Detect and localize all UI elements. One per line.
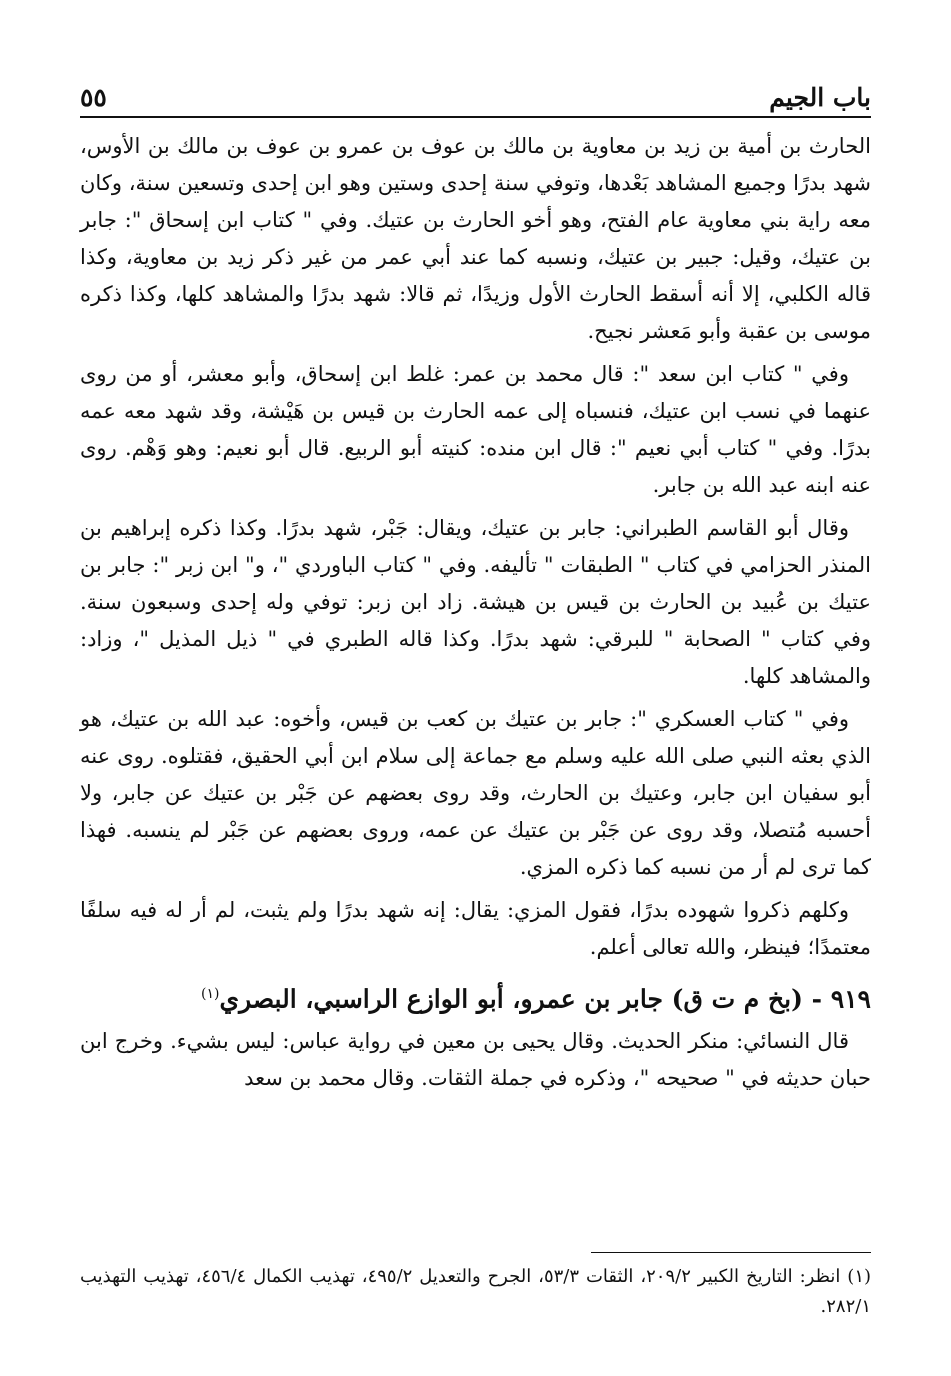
- footnote-divider: [591, 1252, 871, 1253]
- paragraph: وفي " كتاب ابن سعد ": قال محمد بن عمر: غلط ابن إسحاق، وأبو معشر، أو من روى عنهما في نسب ابن عتيك، فنسباه إلى عمه الحارث بن قيس بن هَيْشة، وقد شهد معه عمه بدرًا. وفي " كتاب أبي نعيم ": قال ابن منده: كنيته أبو الربيع. قال أبو نعيم: وهو وَهْم. روى عنه ابنه عبد الله بن جابر.: [80, 362, 871, 497]
- paragraph: وكلهم ذكروا شهوده بدرًا، فقول المزي: يقال: إنه شهد بدرًا ولم يثبت، لم أر له فيه سلفًا معتمدًا؛ فينظر، والله تعالى أعلم.: [80, 898, 871, 959]
- footnote-marker: (١): [201, 986, 220, 1002]
- footnote: (١) انظر: التاريخ الكبير ٢٠٩/٢، الثقات ٥٣/٣، الجرح والتعديل ٤٩٥/٢، تهذيب الكمال ٤٥٦/٤، تهذيب التهذيب ٢٨٢/١.: [80, 1266, 872, 1317]
- page-number: ٥٥: [80, 83, 107, 112]
- entry-heading-text: ٩١٩ - (بخ م ت ق) جابر بن عمرو، أبو الوازع الراسبي، البصري: [219, 984, 871, 1014]
- entry-heading: [80, 972, 871, 1021]
- paragraph: قال النسائي: منكر الحديث. وقال يحيى بن معين في رواية عباس: ليس بشيء. وخرج ابن حبان حديثه في " صحيحه "، وذكره في جملة الثقات. وقال محمد بن سعد: [80, 1029, 871, 1091]
- page-header: [80, 78, 871, 118]
- footnotes: [80, 1262, 871, 1322]
- paragraph: الحارث بن أمية بن زيد بن معاوية بن مالك بن عوف بن عمرو بن عوف بن مالك بن الأوس، شهد بدرًا وجميع المشاهد بَعْدها، وتوفي سنة إحدى وستين وهو ابن إحدى وتسعين سنة، وكان معه راية بني معاوية عام الفتح، وهو أخو الحارث بن عتيك. وفي " كتاب ابن إسحاق ": جابر بن عتيك، وقيل: جبير بن عتيك، ونسبه كما عند أبي عمر من غير ذكر زيد بن معاوية، وكذا قاله الكلبي، إلا أنه أسقط الحارث الأول وزيدًا، ثم قالا: شهد بدرًا والمشاهد كلها، وكذا ذكره موسى بن عقبة وأبو مَعشر نجيح.: [80, 134, 871, 343]
- paragraph: وفي " كتاب العسكري ": جابر بن عتيك بن كعب بن قيس، وأخوه: عبد الله بن عتيك، هو الذي بعثه النبي صلى الله عليه وسلم مع جماعة إلى سلام ابن أبي الحقيق، فقتلوه. روى عنه أبو سفيان ابن جابر، وعتيك بن الحارث، وقد روى بعضهم عن جَبْر بن عتيك عن جابر، ولا أحسبه مُتصلا، وقد روى عن جَبْر بن عتيك عن عمه، وروى بعضهم عن جَبْر لم ينسبه. فهذا كما ترى لم أر من نسبه كما ذكره المزي.: [80, 707, 871, 879]
- paragraph: وقال أبو القاسم الطبراني: جابر بن عتيك، ويقال: جَبْر، شهد بدرًا. وكذا ذكره إبراهيم بن المنذر الحزامي في كتاب " الطبقات " تأليفه. وفي " كتاب الباوردي "، و" ابن زبر ": جابر بن عتيك بن عُبيد بن الحارث بن قيس بن هيشة. زاد ابن زبر: توفي وله إحدى وسبعون سنة. وفي كتاب " الصحابة " للبرقي: شهد بدرًا. وكذا قاله الطبري في " ذيل المذيل "، وزاد: والمشاهد كلها.: [80, 516, 871, 688]
- main-text: [80, 128, 871, 1103]
- section-title: باب الجيم: [769, 83, 871, 112]
